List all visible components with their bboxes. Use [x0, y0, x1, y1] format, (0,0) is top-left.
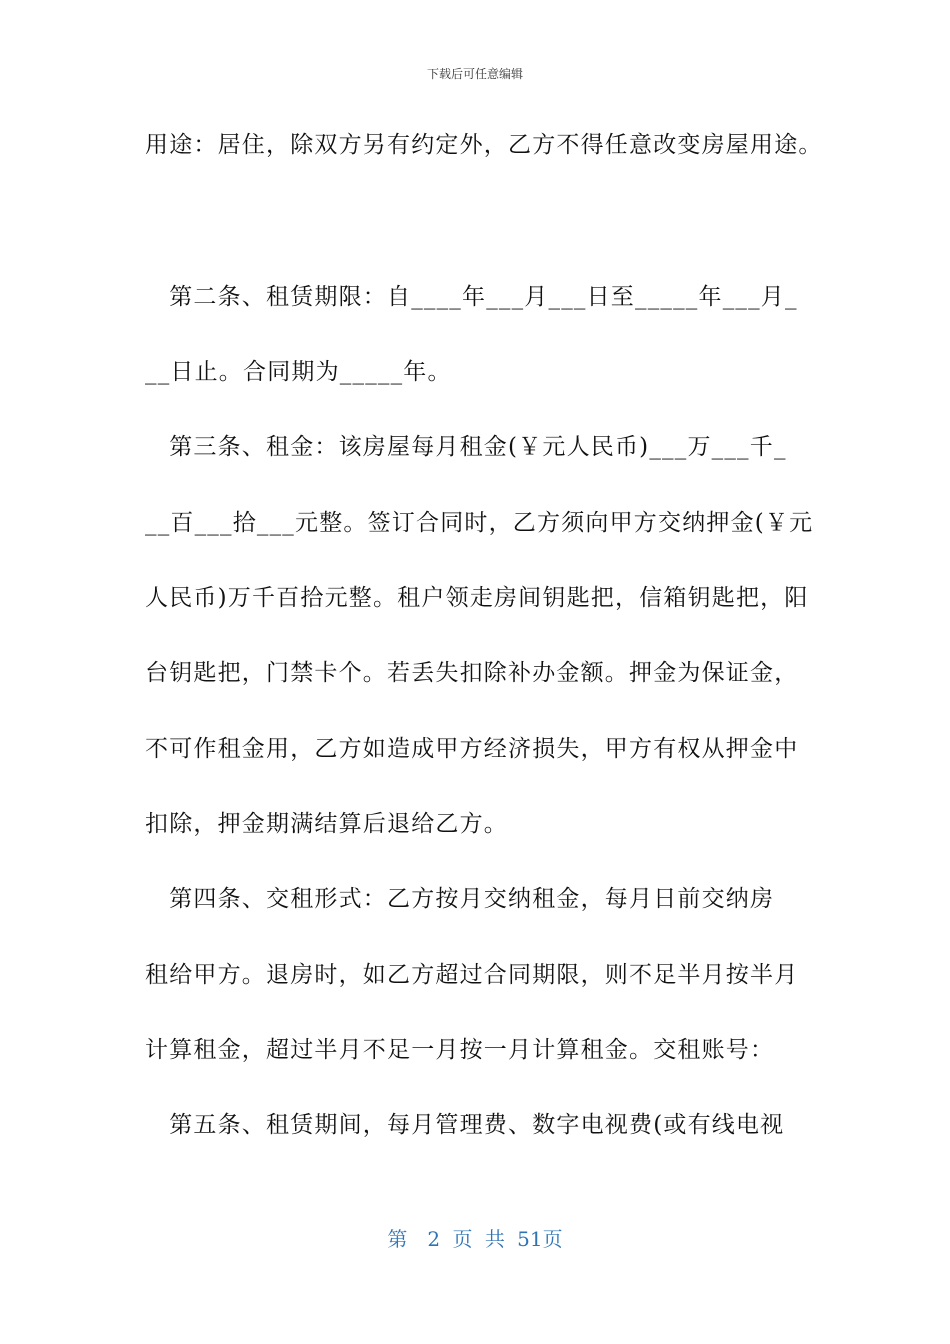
text-line: 不可作租金用，乙方如造成甲方经济损失，甲方有权从押金中 [145, 736, 799, 762]
text-line: __百___拾___元整。签订合同时，乙方须向甲方交纳押金(￥元 [145, 510, 814, 536]
text-line: 第二条、租赁期限：自____年___月___日至_____年___月_ [145, 284, 798, 310]
page-number: 第 2 页 共 51页 [387, 1227, 563, 1251]
page-header: 下载后可任意编辑 [426, 67, 523, 81]
text-line: 用途：居住，除双方另有约定外，乙方不得任意改变房屋用途。 [145, 132, 823, 158]
text-line: 第三条、租金：该房屋每月租金(￥元人民币)___万___千_ [145, 434, 787, 460]
text-line: 台钥匙把，门禁卡个。若丢失扣除补办金额。押金为保证金， [145, 660, 799, 686]
text-line: 第五条、租赁期间，每月管理费、数字电视费(或有线电视 [145, 1112, 785, 1138]
text-line: 第四条、交租形式：乙方按月交纳租金，每月日前交纳房 [145, 886, 775, 912]
text-line: __日止。合同期为_____年。 [145, 359, 452, 385]
text-line: 人民币)万千百拾元整。租户领走房间钥匙把，信箱钥匙把，阳 [145, 585, 809, 611]
text-line: 扣除，押金期满结算后退给乙方。 [145, 811, 508, 837]
text-line: 租给甲方。退房时，如乙方超过合同期限，则不足半月按半月 [145, 962, 799, 988]
text-line: 计算租金，超过半月不足一月按一月计算租金。交租账号： [145, 1037, 775, 1063]
